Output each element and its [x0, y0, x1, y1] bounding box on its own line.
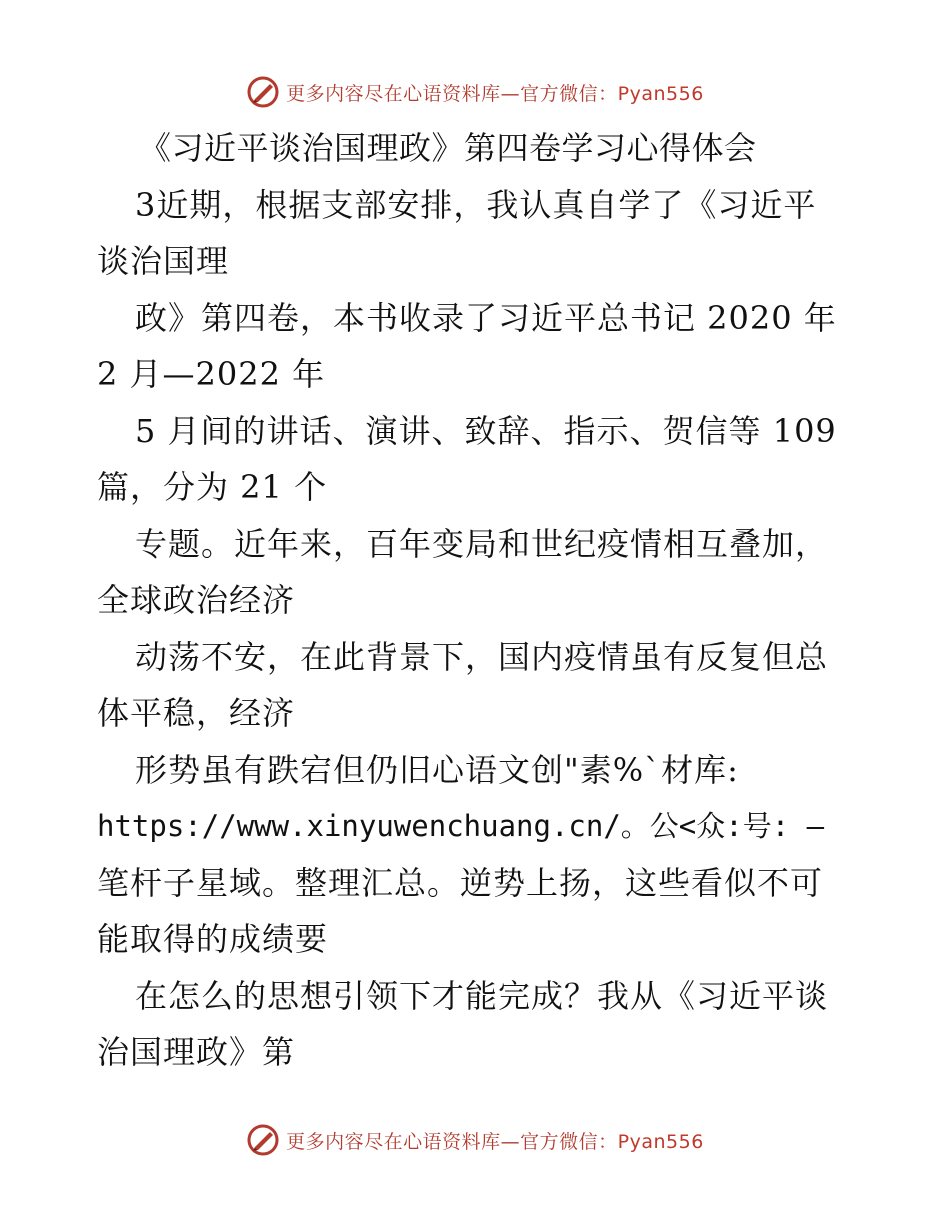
paragraph-line: 动荡不安，在此背景下，国内疫情虽有反复但总 [135, 637, 829, 676]
paragraph-line: 谈治国理 [97, 242, 230, 280]
document-title: 《习近平谈治国理政》第四卷学习心得体会 [139, 129, 757, 167]
paragraph-line: 能取得的成绩要 [97, 920, 329, 958]
paragraph-line: 专题。近年来，百年变局和世纪疫情相互叠加， [135, 524, 829, 563]
document-body [97, 120, 857, 1081]
paragraph-line: 体平稳，经济 [97, 694, 296, 732]
paragraph-line: 3近期，根据支部安排，我认真自学了《习近平 [135, 185, 817, 224]
banner-text: 更多内容尽在心语资料库—官方微信：Pyan556 [286, 1130, 704, 1153]
paragraph-line: 5 月间的讲话、演讲、致辞、指示、贺信等 109 [135, 411, 837, 450]
wechat-id: Pyan556 [617, 1130, 704, 1153]
paragraph-line: 治国理政》第 [97, 1033, 296, 1071]
footer-watermark-banner [0, 1118, 950, 1162]
banner-text: 更多内容尽在心语资料库—官方微信：Pyan556 [286, 82, 704, 105]
paragraph-line: 全球政治经济 [97, 581, 296, 619]
paragraph-line: 形势虽有跌宕但仍旧心语文创"素%`材库: [135, 750, 739, 789]
pen-seal-icon [246, 75, 280, 109]
paragraph-line-url: https://www.xinyuwenchuang.cn/。公<众:号: — [97, 809, 825, 843]
wechat-id: Pyan556 [617, 82, 704, 105]
paragraph-line: 在怎么的思想引领下才能完成？我从《习近平谈 [135, 976, 829, 1015]
paragraph-line: 篇，分为 21 个 [97, 468, 328, 506]
paragraph-line: 笔杆子星域。整理汇总。逆势上扬，这些看似不可 [97, 863, 824, 902]
pen-seal-icon [246, 1123, 280, 1157]
header-watermark-banner [0, 70, 950, 114]
paragraph-line: 2 月—2022 年 [97, 355, 326, 393]
paragraph-line: 政》第四卷，本书收录了习近平总书记 2020 年 [135, 298, 837, 337]
